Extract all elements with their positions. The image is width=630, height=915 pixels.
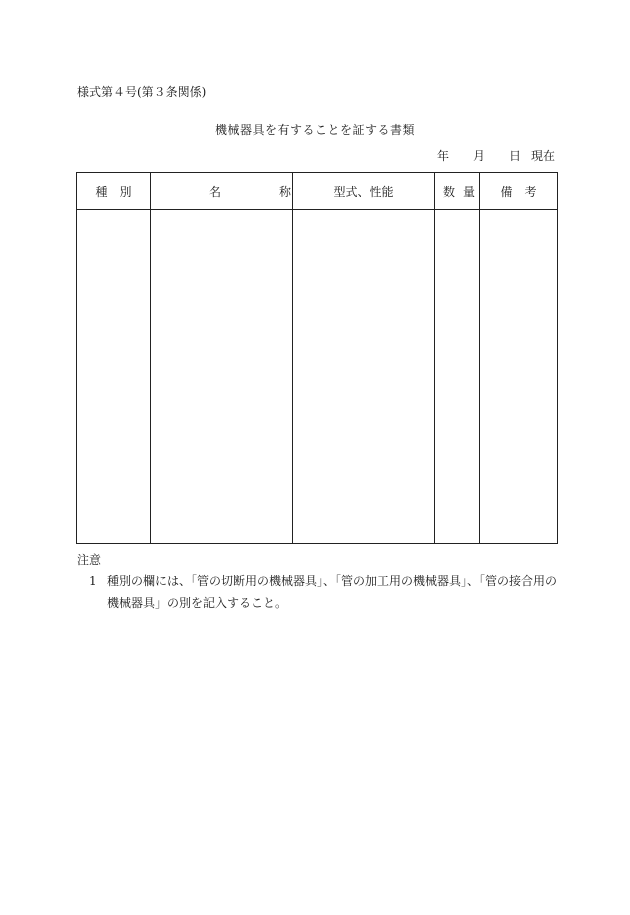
table-row bbox=[77, 210, 558, 544]
note-item bbox=[89, 570, 559, 614]
date-month-label: 月 bbox=[473, 149, 486, 163]
column-header-remarks: 備考 bbox=[480, 173, 558, 210]
column-header-quantity: 数量 bbox=[435, 173, 480, 210]
column-header-model-performance: 型式、性能 bbox=[293, 173, 435, 210]
column-header-type: 種別 bbox=[77, 173, 151, 210]
form-number: 様式第４号(第３条関係) bbox=[77, 85, 207, 99]
date-day-label: 日 bbox=[509, 149, 522, 163]
notes-heading: 注意 bbox=[77, 553, 102, 567]
equipment-table bbox=[76, 172, 558, 544]
date-line bbox=[0, 148, 630, 164]
document-title: 機械器具を有することを証する書類 bbox=[214, 123, 415, 137]
table-cell-name[interactable] bbox=[151, 210, 293, 544]
table-cell-quantity[interactable] bbox=[435, 210, 480, 544]
note-number: 1 bbox=[89, 574, 97, 588]
table-header-row bbox=[77, 173, 558, 210]
date-as-of-label: 現在 bbox=[531, 149, 556, 163]
table-cell-remarks[interactable] bbox=[480, 210, 558, 544]
date-year-label: 年 bbox=[437, 149, 450, 163]
note-text: 種別の欄には、「管の切断用の機械器具」、「管の加工用の機械器具」、「管の接合用の機械器具」の別を記入すること。 bbox=[107, 574, 558, 610]
table-cell-type[interactable] bbox=[77, 210, 151, 544]
table-cell-model-performance[interactable] bbox=[293, 210, 435, 544]
column-header-name: 名称 bbox=[151, 173, 293, 210]
